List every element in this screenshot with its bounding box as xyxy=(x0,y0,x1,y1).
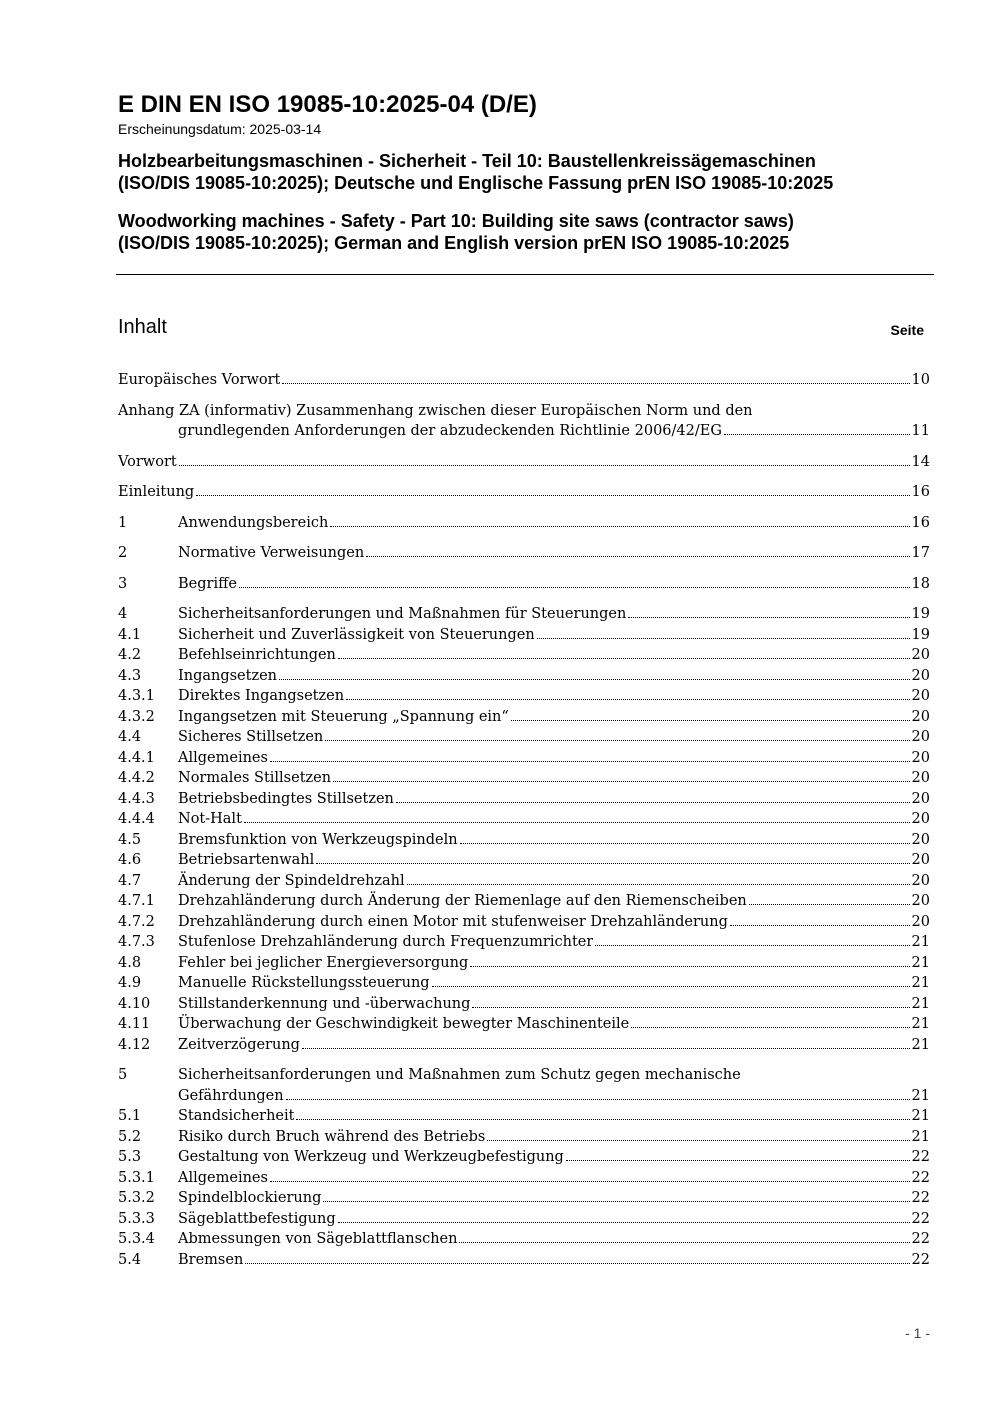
toc-entry-number: 4.11 xyxy=(118,1016,151,1032)
toc-entry-page: 16 xyxy=(911,514,930,531)
toc-entry-number: 4.3.1 xyxy=(118,688,155,704)
toc-entry[interactable] xyxy=(118,1168,930,1189)
toc-leader-dots xyxy=(244,821,910,823)
toc-leader-dots xyxy=(346,698,910,700)
toc-entry-number: 4.8 xyxy=(118,954,142,971)
toc-entry[interactable] xyxy=(118,1014,930,1035)
header-divider xyxy=(116,274,934,275)
toc-entry-title: grundlegenden Anforderungen der abzudeckenden Richtlinie 2006/42/EG xyxy=(178,423,722,439)
german-title xyxy=(118,150,934,194)
toc-leader-dots xyxy=(316,862,909,864)
toc-leader-dots xyxy=(470,965,909,967)
english-title-line-2: (ISO/DIS 19085-10:2025); German and English version prEN ISO 19085-10:2025 xyxy=(118,233,790,253)
toc-leader-dots xyxy=(179,464,910,466)
toc-leader-dots xyxy=(460,842,910,844)
toc-entry-page: 19 xyxy=(911,626,930,643)
toc-entry-title: Abmessungen von Sägeblattflanschen xyxy=(178,1231,458,1247)
toc-entry-number: 4.4.3 xyxy=(118,790,155,807)
toc-entry-title: Direktes Ingangsetzen xyxy=(178,688,345,704)
toc-entry-title: Normales Stillsetzen xyxy=(178,770,332,786)
toc-entry-title: Stillstanderkennung und -überwachung xyxy=(178,995,471,1012)
toc-entry[interactable] xyxy=(118,707,930,728)
toc-entry-title: Vorwort xyxy=(118,453,177,470)
toc-entry-page: 21 xyxy=(911,1087,930,1104)
toc-entry-number: 4.4 xyxy=(118,729,142,745)
toc-entry[interactable] xyxy=(118,1250,930,1271)
toc-entry-number: 4.1 xyxy=(118,626,142,643)
toc-entry-page: 22 xyxy=(911,1169,930,1186)
toc-entry-title: Anwendungsbereich xyxy=(178,514,329,531)
toc-leader-dots xyxy=(286,1098,910,1100)
toc-entry-page: 19 xyxy=(911,606,930,622)
toc-entry-number: 4.4.4 xyxy=(118,811,155,827)
toc-entry-number: 5.1 xyxy=(118,1108,142,1124)
toc-entry-page: 14 xyxy=(911,453,930,470)
toc-entry-number: 4.3.2 xyxy=(118,708,155,725)
toc-entry-title: Begriffe xyxy=(178,575,237,592)
toc-entry-title-line-1: Anhang ZA (informativ) Zusammenhang zwischen dieser Europäischen Norm und den xyxy=(118,402,753,419)
toc-leader-dots xyxy=(270,760,910,762)
toc-entry[interactable] xyxy=(118,809,930,830)
toc-entry[interactable] xyxy=(118,1065,930,1106)
toc-entry-page: 22 xyxy=(911,1210,930,1227)
toc-entry[interactable] xyxy=(118,604,930,625)
toc-leader-dots xyxy=(302,1047,910,1049)
toc-entry-page: 20 xyxy=(911,749,930,766)
toc-entry-number: 4.12 xyxy=(118,1036,151,1053)
toc-entry[interactable] xyxy=(118,1188,930,1209)
toc-entry-page: 20 xyxy=(911,790,930,807)
toc-leader-dots xyxy=(730,924,910,926)
toc-entry-number: 4.6 xyxy=(118,852,142,868)
toc-entry-title: Allgemeines xyxy=(178,1169,268,1186)
toc-leader-dots xyxy=(628,616,909,618)
toc-entry[interactable] xyxy=(118,1147,930,1168)
toc-entry-title: Änderung der Spindeldrehzahl xyxy=(178,872,405,889)
toc-entry-title: Ingangsetzen mit Steuerung „Spannung ein“ xyxy=(178,708,509,725)
toc-entry[interactable] xyxy=(118,574,930,595)
toc-leader-dots xyxy=(487,1139,909,1141)
toc-leader-dots xyxy=(724,433,910,435)
toc-entry-page: 20 xyxy=(911,770,930,786)
toc-entry-number: 4.3 xyxy=(118,667,142,684)
document-header xyxy=(118,90,934,254)
toc-entry-number: 5.4 xyxy=(118,1251,142,1268)
toc-heading-row xyxy=(118,316,928,346)
toc-entry-title: Standsicherheit xyxy=(178,1108,295,1124)
toc-entry-title: Sicheres Stillsetzen xyxy=(178,729,324,745)
toc-entry[interactable] xyxy=(118,645,930,666)
toc-entry-title: Allgemeines xyxy=(178,749,268,766)
german-title-line-1: Holzbearbeitungsmaschinen - Sicherheit - Teil 10: Baustellenkreissägemaschinen xyxy=(118,151,816,171)
toc-entry[interactable] xyxy=(118,513,930,534)
toc-leader-dots xyxy=(459,1241,909,1243)
toc-entry-title: Befehlseinrichtungen xyxy=(178,647,336,663)
toc-entry-page: 20 xyxy=(911,708,930,725)
toc-entry-title: Ingangsetzen xyxy=(178,667,278,684)
toc-entry[interactable] xyxy=(118,891,930,912)
toc-entry-number: 4.5 xyxy=(118,831,142,848)
toc-heading: Inhalt xyxy=(118,316,167,338)
toc-entry-page: 21 xyxy=(911,995,930,1012)
document-id: E DIN EN ISO 19085-10:2025-04 (D/E) xyxy=(118,91,537,118)
toc-entry-title: Drehzahländerung durch Änderung der Riemenlage auf den Riemenscheiben xyxy=(178,893,747,909)
toc-entry-title: Europäisches Vorwort xyxy=(118,372,281,388)
toc-entry-page: 10 xyxy=(911,372,930,388)
toc-entry-page: 16 xyxy=(911,484,930,500)
toc-entry[interactable] xyxy=(118,1209,930,1230)
toc-entry[interactable] xyxy=(118,789,930,810)
toc-entry-page: 17 xyxy=(911,545,930,561)
toc-leader-dots xyxy=(239,586,910,588)
toc-entry[interactable] xyxy=(118,625,930,646)
toc-entry-title: Sicherheit und Zuverlässigkeit von Steuerungen xyxy=(178,626,535,643)
toc-entry-title: Normative Verweisungen xyxy=(178,545,365,561)
toc-entry[interactable] xyxy=(118,748,930,769)
toc-entry-page: 20 xyxy=(911,688,930,704)
toc-leader-dots xyxy=(325,739,909,741)
toc-entry[interactable] xyxy=(118,1106,930,1127)
toc-entry-title: Gefährdungen xyxy=(178,1087,284,1104)
toc-entry[interactable] xyxy=(118,401,930,442)
toc-leader-dots xyxy=(749,903,910,905)
german-title-line-2: (ISO/DIS 19085-10:2025); Deutsche und Englische Fassung prEN ISO 19085-10:2025 xyxy=(118,173,834,193)
toc-entry-page: 20 xyxy=(911,893,930,909)
toc-entry-page: 20 xyxy=(911,852,930,868)
toc-leader-dots xyxy=(595,944,909,946)
toc-entry-page: 21 xyxy=(911,1016,930,1032)
toc-entry[interactable] xyxy=(118,1127,930,1148)
toc-entry[interactable] xyxy=(118,973,930,994)
toc-entry[interactable] xyxy=(118,768,930,789)
toc-entry-title-line-1: Sicherheitsanforderungen und Maßnahmen zum Schutz gegen mechanische xyxy=(178,1067,741,1083)
toc-entry-title: Drehzahländerung durch einen Motor mit stufenweiser Drehzahländerung xyxy=(178,913,728,930)
english-title xyxy=(118,210,934,254)
toc-entry-number: 4.7 xyxy=(118,872,142,889)
toc-entry-page: 20 xyxy=(911,667,930,684)
publication-date: Erscheinungsdatum: 2025-03-14 xyxy=(118,121,322,137)
toc-entry[interactable] xyxy=(118,830,930,851)
toc-entry-page: 22 xyxy=(911,1190,930,1206)
toc-entry[interactable] xyxy=(118,994,930,1015)
toc-entry-page: 22 xyxy=(911,1231,930,1247)
toc-entry-title: Bremsen xyxy=(178,1251,244,1268)
toc-entry[interactable] xyxy=(118,482,930,503)
toc-leader-dots xyxy=(279,678,910,680)
toc-leader-dots xyxy=(338,657,910,659)
toc-entry[interactable] xyxy=(118,543,930,564)
toc-entry-number: 4.4.2 xyxy=(118,770,155,786)
toc-leader-dots xyxy=(296,1118,909,1120)
toc-entry-page: 22 xyxy=(911,1149,930,1165)
toc-entry-page: 21 xyxy=(911,1036,930,1053)
toc-entry[interactable] xyxy=(118,370,930,391)
toc-entry-number: 5 xyxy=(118,1067,128,1083)
toc-entry[interactable] xyxy=(118,871,930,892)
toc-entry-number: 5.3.4 xyxy=(118,1231,155,1247)
toc-page-column-label: Seite xyxy=(890,322,924,338)
toc-entry-page: 21 xyxy=(911,1128,930,1145)
toc-leader-dots xyxy=(338,1221,910,1223)
toc-entry-page: 20 xyxy=(911,647,930,663)
toc-entry-number: 5.3.1 xyxy=(118,1169,155,1186)
toc-leader-dots xyxy=(511,719,910,721)
toc-entry-page: 20 xyxy=(911,811,930,827)
toc-entry-title: Überwachung der Geschwindigkeit bewegter Maschinenteile xyxy=(178,1016,630,1032)
toc-entry-number: 5.3 xyxy=(118,1149,142,1165)
toc-entry-number: 1 xyxy=(118,514,128,531)
toc-entry-number: 4.9 xyxy=(118,975,142,991)
toc-leader-dots xyxy=(432,985,910,987)
toc-leader-dots xyxy=(333,780,909,782)
toc-entry-page: 21 xyxy=(911,954,930,971)
toc-entry-page: 22 xyxy=(911,1251,930,1268)
toc-entry[interactable] xyxy=(118,850,930,871)
toc-leader-dots xyxy=(245,1262,909,1264)
toc-leader-dots xyxy=(407,883,910,885)
toc-entry[interactable] xyxy=(118,912,930,933)
toc-entry[interactable] xyxy=(118,666,930,687)
toc-entry-title: Sicherheitsanforderungen und Maßnahmen für Steuerungen xyxy=(178,606,627,622)
toc-leader-dots xyxy=(566,1159,910,1161)
toc-entry-number: 5.3.3 xyxy=(118,1210,155,1227)
toc-entry-page: 21 xyxy=(911,975,930,991)
toc-entry-number: 4.4.1 xyxy=(118,749,155,766)
toc-leader-dots xyxy=(396,801,910,803)
toc-entry-page: 20 xyxy=(911,872,930,889)
toc-entry-number: 3 xyxy=(118,575,128,592)
toc-leader-dots xyxy=(537,637,910,639)
toc-entry-title: Zeitverzögerung xyxy=(178,1036,300,1053)
toc-entry-number: 2 xyxy=(118,545,128,561)
toc-entry-number: 5.2 xyxy=(118,1128,142,1145)
toc-entry-number: 4.2 xyxy=(118,647,142,663)
toc-entry-title: Manuelle Rückstellungssteuerung xyxy=(178,975,430,991)
toc-leader-dots xyxy=(270,1180,910,1182)
toc-entry-number: 4.10 xyxy=(118,995,151,1012)
toc-entry-title: Spindelblockierung xyxy=(178,1190,322,1206)
toc-entry-page: 20 xyxy=(911,913,930,930)
toc-entry-title: Risiko durch Bruch während des Betriebs xyxy=(178,1128,486,1145)
toc-entry-page: 20 xyxy=(911,831,930,848)
toc-entry-title: Fehler bei jeglicher Energieversorgung xyxy=(178,954,469,971)
table-of-contents xyxy=(118,370,930,1270)
toc-leader-dots xyxy=(366,555,909,557)
toc-entry-title: Betriebsartenwahl xyxy=(178,852,315,868)
toc-entry-page: 18 xyxy=(911,575,930,592)
toc-entry-number: 5.3.2 xyxy=(118,1190,155,1206)
toc-leader-dots xyxy=(196,494,909,496)
toc-entry-title: Sägeblattbefestigung xyxy=(178,1210,336,1227)
toc-entry-number: 4.7.3 xyxy=(118,934,155,950)
toc-leader-dots xyxy=(323,1200,909,1202)
toc-entry-title: Bremsfunktion von Werkzeugspindeln xyxy=(178,831,458,848)
toc-entry-title: Not-Halt xyxy=(178,811,242,827)
toc-entry[interactable] xyxy=(118,1229,930,1250)
toc-entry[interactable] xyxy=(118,452,930,473)
toc-entry[interactable] xyxy=(118,953,930,974)
toc-entry[interactable] xyxy=(118,727,930,748)
toc-leader-dots xyxy=(472,1006,909,1008)
toc-entry-title: Betriebsbedingtes Stillsetzen xyxy=(178,790,394,807)
toc-entry[interactable] xyxy=(118,686,930,707)
toc-entry-title: Stufenlose Drehzahländerung durch Frequenzumrichter xyxy=(178,934,594,950)
toc-entry-page: 11 xyxy=(911,423,930,439)
toc-entry-page: 21 xyxy=(911,1108,930,1124)
toc-entry-title: Einleitung xyxy=(118,484,195,500)
toc-leader-dots xyxy=(631,1026,909,1028)
toc-entry-number: 4 xyxy=(118,606,128,622)
toc-entry-title: Gestaltung von Werkzeug und Werkzeugbefestigung xyxy=(178,1149,564,1165)
toc-entry-page: 21 xyxy=(911,934,930,950)
toc-entry[interactable] xyxy=(118,1035,930,1056)
toc-entry-page: 20 xyxy=(911,729,930,745)
toc-entry[interactable] xyxy=(118,932,930,953)
english-title-line-1: Woodworking machines - Safety - Part 10: Building site saws (contractor saws) xyxy=(118,211,794,231)
toc-leader-dots xyxy=(282,382,909,384)
toc-entry-number: 4.7.2 xyxy=(118,913,155,930)
page-number: - 1 - xyxy=(905,1325,930,1341)
toc-entry-number: 4.7.1 xyxy=(118,893,155,909)
toc-leader-dots xyxy=(330,525,909,527)
